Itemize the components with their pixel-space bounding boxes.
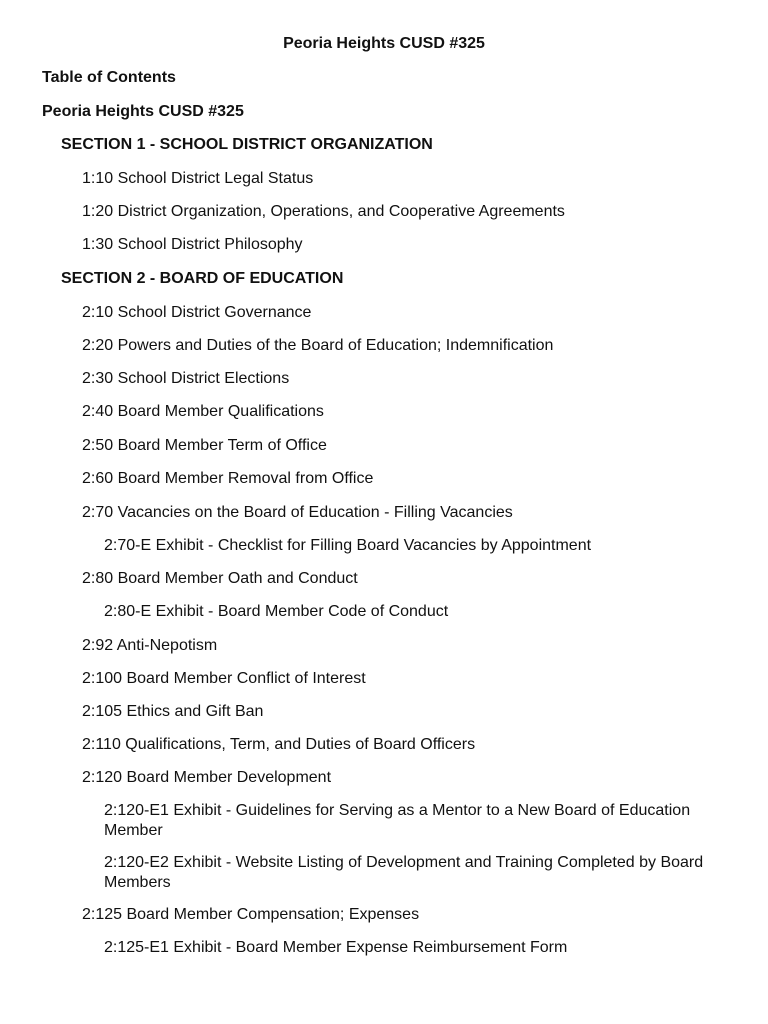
toc-entry[interactable]: 2:70 Vacancies on the Board of Education - Filling Vacancies (82, 504, 513, 521)
toc-heading: Table of Contents (42, 69, 176, 86)
toc-entry[interactable]: 2:92 Anti-Nepotism (82, 637, 218, 654)
district-heading: Peoria Heights CUSD #325 (42, 103, 244, 120)
toc-exhibit-entry[interactable]: 2:125-E1 Exhibit - Board Member Expense Reimbursement Form (104, 939, 568, 956)
toc-entry[interactable]: 2:30 School District Elections (82, 370, 290, 387)
toc-exhibit-entry[interactable]: 2:70-E Exhibit - Checklist for Filling Board Vacancies by Appointment (104, 537, 592, 554)
toc-entry[interactable]: 1:30 School District Philosophy (82, 236, 303, 253)
toc-entry[interactable]: 2:105 Ethics and Gift Ban (82, 703, 264, 720)
toc-entry[interactable]: 2:60 Board Member Removal from Office (82, 470, 374, 487)
toc-exhibit-entry[interactable]: 2:80-E Exhibit - Board Member Code of Conduct (104, 603, 449, 620)
toc-entry[interactable]: 2:125 Board Member Compensation; Expenses (82, 906, 420, 923)
section-1-heading[interactable]: SECTION 1 - SCHOOL DISTRICT ORGANIZATION (61, 136, 433, 153)
toc-entry[interactable]: 1:20 District Organization, Operations, and Cooperative Agreements (82, 203, 565, 220)
section-2-heading[interactable]: SECTION 2 - BOARD OF EDUCATION (61, 270, 344, 287)
toc-exhibit-entry[interactable]: 2:120-E2 Exhibit - Website Listing of Development and Training Completed by Board Members (104, 854, 704, 891)
toc-entry[interactable]: 2:110 Qualifications, Term, and Duties of Board Officers (82, 736, 476, 753)
toc-entry[interactable]: 2:120 Board Member Development (82, 769, 332, 786)
toc-exhibit-entry[interactable]: 2:120-E1 Exhibit - Guidelines for Serving as a Mentor to a New Board of Education Member (104, 802, 691, 839)
toc-entry[interactable]: 2:80 Board Member Oath and Conduct (82, 570, 358, 587)
toc-entry[interactable]: 2:40 Board Member Qualifications (82, 403, 324, 420)
page-title: Peoria Heights CUSD #325 (283, 35, 485, 52)
toc-entry[interactable]: 1:10 School District Legal Status (82, 170, 314, 187)
toc-entry[interactable]: 2:50 Board Member Term of Office (82, 437, 327, 454)
toc-entry[interactable]: 2:100 Board Member Conflict of Interest (82, 670, 366, 687)
toc-entry[interactable]: 2:10 School District Governance (82, 304, 312, 321)
toc-entry[interactable]: 2:20 Powers and Duties of the Board of Education; Indemnification (82, 337, 554, 354)
